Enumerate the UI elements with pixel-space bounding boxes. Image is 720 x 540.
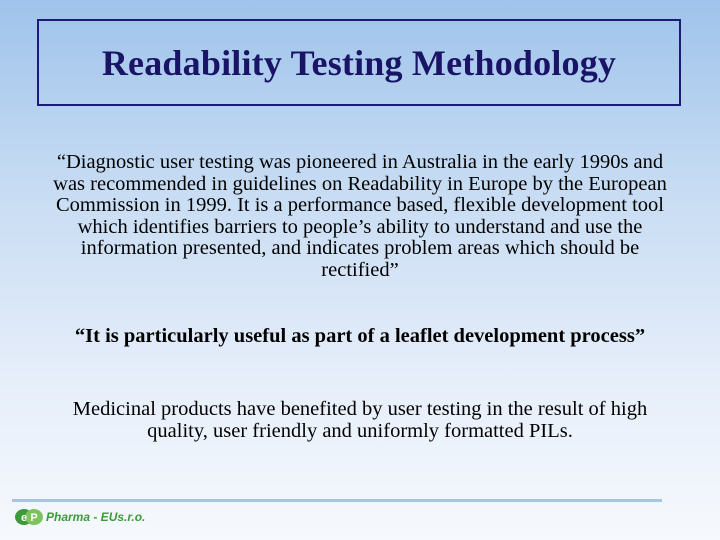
svg-text:e: e [20, 512, 28, 524]
title-box [37, 19, 681, 106]
leaflet-development-quote: “It is particularly useful as part of a leaflet development process” [74, 325, 646, 347]
pharma-leaf-logo-icon [14, 507, 44, 527]
medicinal-products-statement: Medicinal products have benefited by user testing in the result of high quality, user friendly and uniformly formatted PILs. [72, 398, 648, 442]
logo-text: Pharma - EUs.r.o. [46, 510, 146, 524]
footer-divider [12, 499, 662, 502]
slide-title: Readability Testing Methodology [101, 42, 617, 83]
diagnostic-testing-quote: “Diagnostic user testing was pioneered in Australia in the early 1990s and was recommended in guidelines on Readability in Europe by the European Commission in 1999. It is a performance based, flexible development tool which identifies barriers to people’s ability to understand and use the information presented, and indicates problem areas which should be rectified” [53, 151, 667, 281]
svg-text:P: P [30, 512, 38, 524]
company-logo [14, 506, 145, 528]
